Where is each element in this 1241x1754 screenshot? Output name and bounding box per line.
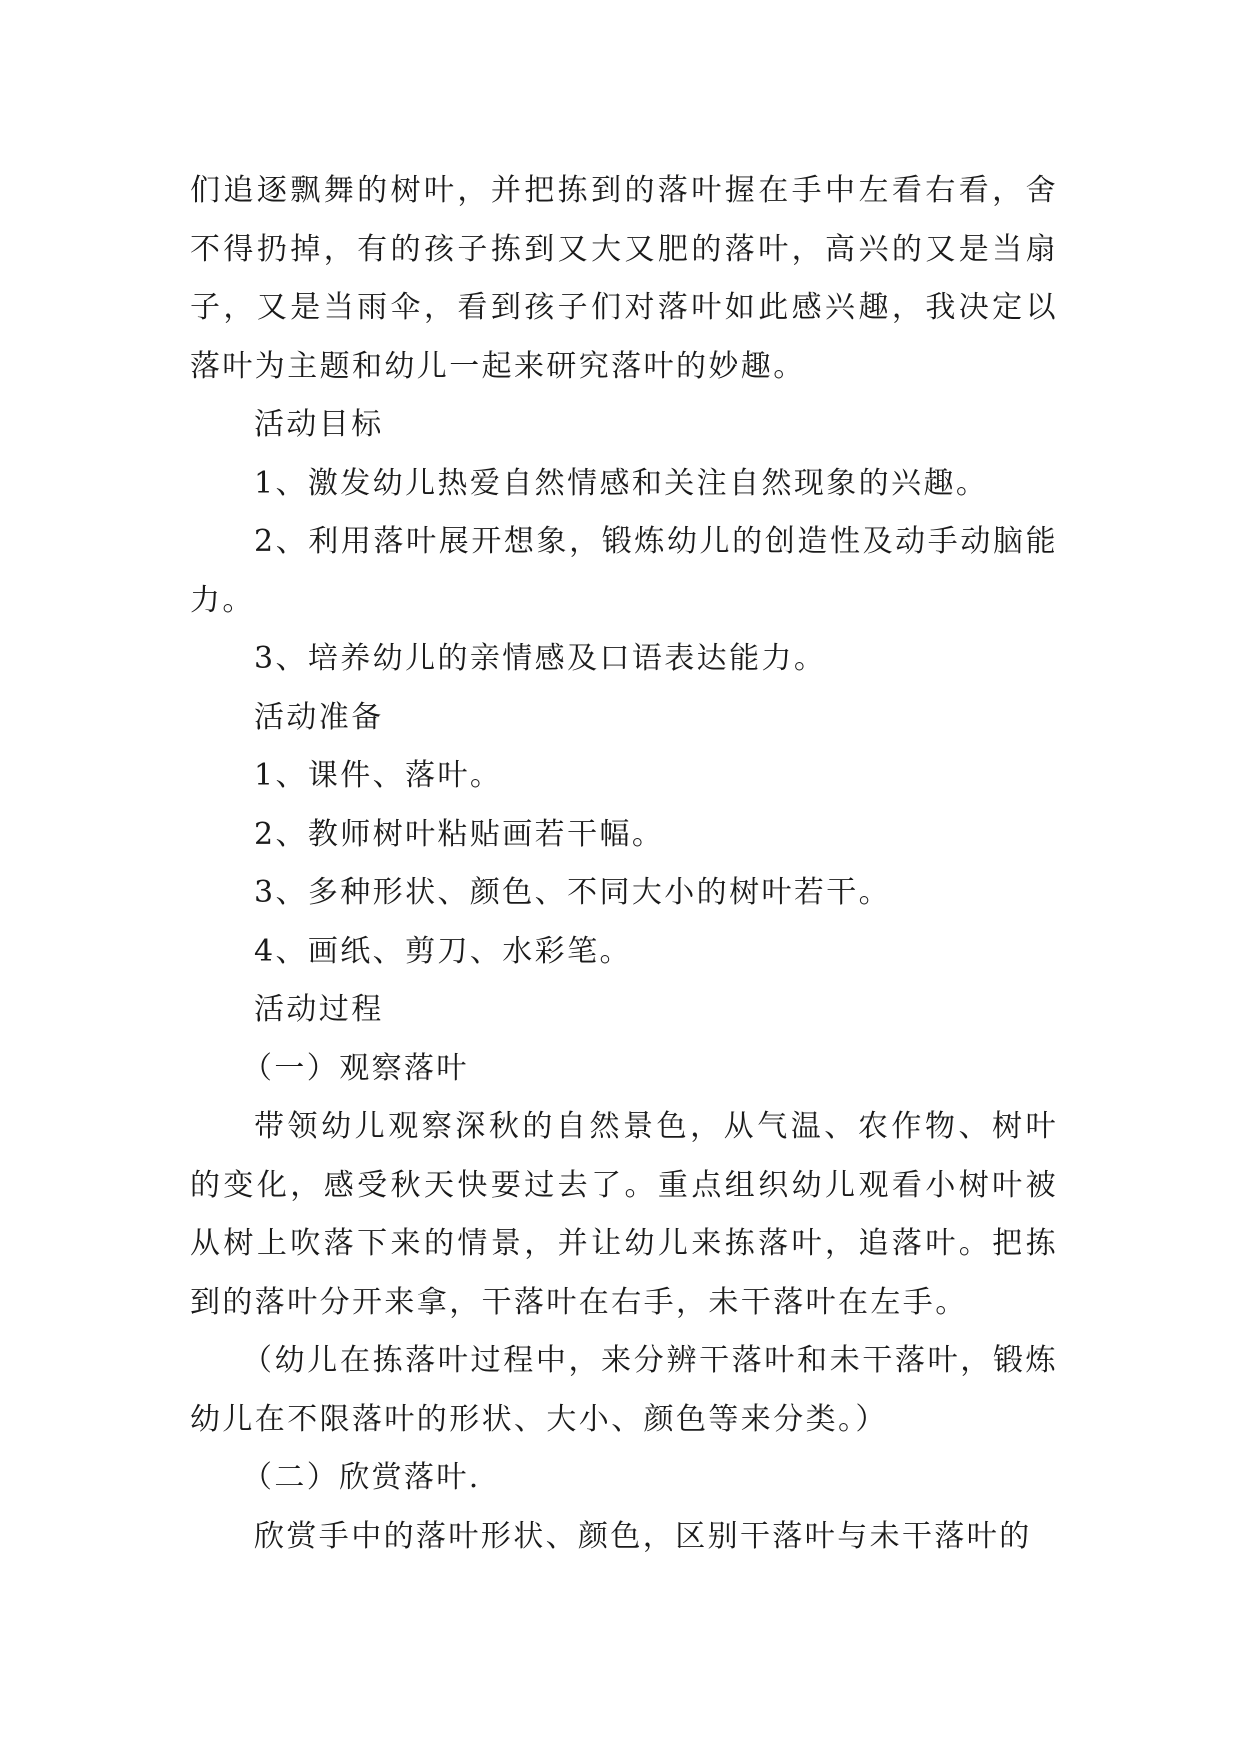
preparation-item-4: 4、画纸、剪刀、水彩笔。 <box>254 933 632 969</box>
paragraph-intro-continued: 们追逐飘舞的树叶，并把拣到的落叶握在手中左看右看，舍不得扔掉，有的孩子拣到又大又肥的落叶，高兴的又是当扇子，又是当雨伞，看到孩子们对落叶如此感兴趣，我决定以落叶为主题和幼儿一起来研究落叶的妙趣。 <box>190 173 1058 384</box>
preparation-item-2: 2、教师树叶粘贴画若干幅。 <box>254 816 665 852</box>
document-body <box>190 162 1058 1566</box>
section-observe-leaves: （一）观察落叶 <box>242 1050 469 1086</box>
paragraph-observe-note: （幼儿在拣落叶过程中，来分辨干落叶和未干落叶，锻炼幼儿在不限落叶的形状、大小、颜色等来分类。） <box>190 1343 1058 1437</box>
preparation-item-1: 1、课件、落叶。 <box>254 758 503 793</box>
goal-item-1: 1、激发幼儿热爱自然情感和关注自然现象的兴趣。 <box>254 465 989 501</box>
preparation-item-3: 3、多种形状、颜色、不同大小的树叶若干。 <box>254 875 892 910</box>
section-appreciate-leaves: （二）欣赏落叶. <box>242 1460 481 1495</box>
heading-activity-process: 活动过程 <box>254 992 384 1027</box>
goal-item-3: 3、培养幼儿的亲情感及口语表达能力。 <box>254 641 827 676</box>
heading-activity-preparation: 活动准备 <box>254 699 384 735</box>
paragraph-appreciate-leaves: 欣赏手中的落叶形状、颜色，区别干落叶与未干落叶的 <box>254 1518 1032 1554</box>
goal-item-2: 2、利用落叶展开想象，锻炼幼儿的创造性及动手动脑能力。 <box>190 524 1058 618</box>
paragraph-observe-leaves: 带领幼儿观察深秋的自然景色，从气温、农作物、树叶的变化，感受秋天快要过去了。重点组织幼儿观看小树叶被从树上吹落下来的情景，并让幼儿来拣落叶，追落叶。把拣到的落叶分开来拿，干落叶在右手，未干落叶在左手。 <box>190 1109 1058 1320</box>
heading-activity-goals: 活动目标 <box>254 407 384 442</box>
